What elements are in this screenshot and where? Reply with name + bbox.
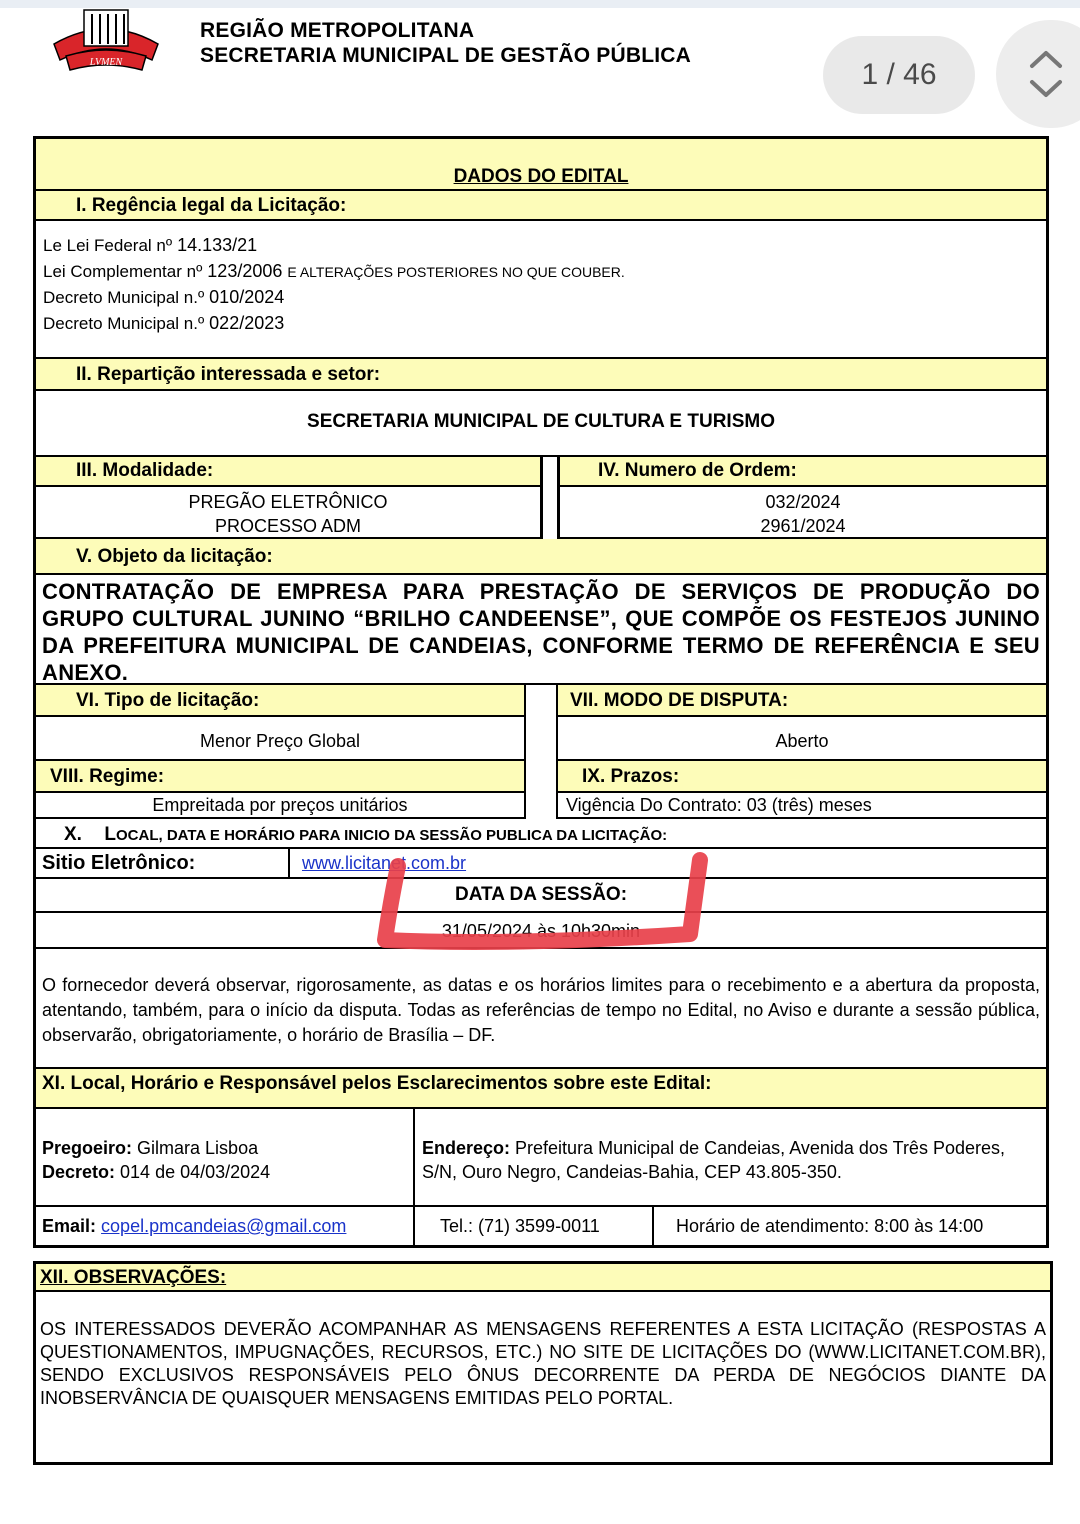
form-title-row [36, 139, 1046, 191]
section-iii-header [36, 457, 540, 487]
section-ix-body [556, 793, 1046, 819]
contact-row [36, 1207, 1046, 1245]
section-xii-heading: XII. OBSERVAÇÕES: [40, 1267, 227, 1288]
document-header [200, 18, 691, 68]
section-ii-body [36, 391, 1046, 457]
section-vii-body [556, 717, 1046, 761]
section-vi-heading: VI. Tipo de licitação: [76, 690, 260, 711]
header-line-1: REGIÃO METROPOLITANA [200, 19, 475, 42]
section-x-header [36, 819, 1046, 849]
pregoeiro-label: Pregoeiro: [42, 1138, 133, 1158]
office-hours: Horário de atendimento: 8:00 às 14:00 [676, 1216, 984, 1236]
section-xi-heading: XI. Local, Horário e Responsável pelos Esclarecimentos sobre este Edital: [42, 1073, 712, 1094]
modality-value: PREGÃO ELETRÔNICO [188, 492, 388, 512]
section-iv-heading: IV. Numero de Ordem: [598, 460, 797, 481]
chevron-down-icon[interactable] [1026, 76, 1066, 102]
section-i-body [36, 221, 1046, 359]
deadline-value: Vigência Do Contrato: 03 (três) meses [566, 795, 872, 815]
page-nav-control[interactable] [996, 20, 1080, 128]
section-viii-heading: VIII. Regime: [50, 766, 165, 787]
pregoeiro-block [42, 1136, 270, 1184]
section-xii-header [36, 1264, 1050, 1292]
section-vii-heading: VII. MODO DE DISPUTA: [570, 690, 789, 711]
section-ix-header [556, 761, 1046, 793]
cell-divider [288, 849, 290, 877]
edital-form [33, 136, 1049, 1248]
section-vi-body [36, 717, 526, 761]
section-vi-header [36, 685, 526, 717]
observations-box [33, 1261, 1053, 1465]
pregoeiro-value: Gilmara Lisboa [132, 1138, 259, 1158]
email-link[interactable]: copel.pmcandeias@gmail.com [101, 1216, 347, 1236]
session-label: DATA DA SESSÃO: [454, 884, 628, 905]
site-link[interactable]: www.licitanet.com.br [302, 853, 467, 873]
decreto-value: 014 de 04/03/2024 [115, 1162, 271, 1182]
cell-divider [413, 1207, 415, 1245]
process-label: PROCESSO ADM [214, 516, 362, 536]
observations-text: OS INTERESSADOS DEVERÃO ACOMPANHAR AS MENSAGENS REFERENTES A ESTA LICITAÇÃO (RESPOSTAS A QUESTIONAMENTOS, IMPUGNAÇÕES, RECURSOS, ETC.) NO SITE DE LICITAÇÕES DO (WWW.LICITANET.COM.BR), SENDO EXCLUSIVOS RESPONSÁVEIS PELO ÔNUS DECORRENTE DA PERDA DE NEGÓCIOS DIANTE DA INOBSERVÂNCIA DE QUAISQUER MENSAGENS EMITIDAS PELO PORTAL. [40, 1319, 1046, 1408]
section-viii-body [36, 793, 526, 819]
section-v-header [36, 539, 1046, 575]
phone-value: Tel.: (71) 3599-0011 [440, 1216, 600, 1236]
section-iv-body [560, 487, 1046, 539]
section-xi-header [36, 1069, 1046, 1109]
bid-type-value: Menor Preço Global [199, 731, 361, 751]
address-block [422, 1136, 1022, 1184]
legal-basis-item: Lei Complementar nº 123/2006 E ALTERAÇÕES POSTERIORES NO QUE COUBER. [43, 261, 625, 281]
red-annotation-mark [360, 850, 740, 980]
chevron-up-icon[interactable] [1026, 46, 1066, 72]
section-i-heading: I. Regência legal da Licitação: [76, 195, 347, 216]
logo-text: LVMEN [89, 57, 123, 68]
notice-text: O fornecedor deverá observar, rigorosamente, as datas e os horários limites para o recebimento e a abertura da proposta, atentando, também, para o início da disputa. Todas as referências de tempo no Edital, no Aviso e durante a sessão pública, observarão, obrigatoriamente, o horário de Brasília – DF. [42, 975, 1040, 1045]
order-number: 032/2024 [765, 492, 841, 512]
form-title: DADOS DO EDITAL [453, 166, 629, 187]
site-label: Sitio Eletrônico: [42, 852, 196, 874]
section-iii-body [36, 487, 540, 539]
cell-divider [413, 1109, 415, 1205]
municipal-logo [48, 8, 164, 74]
section-ii-heading: II. Repartição interessada e setor: [76, 364, 381, 385]
section-i-header [36, 191, 1046, 221]
section-x-heading-initial: L [104, 824, 117, 845]
header-line-2: SECRETARIA MUNICIPAL DE GESTÃO PÚBLICA [200, 44, 692, 67]
regime-value: Empreitada por preços unitários [152, 795, 408, 815]
section-vii-header [556, 685, 1046, 717]
dispute-mode-value: Aberto [775, 731, 829, 751]
section-ii-header [36, 359, 1046, 391]
column-divider [540, 457, 560, 539]
section-viii-header [36, 761, 526, 793]
bid-object: CONTRATAÇÃO DE EMPRESA PARA PRESTAÇÃO DE SERVIÇOS DE PRODUÇÃO DO GRUPO CULTURAL JUNINO “BRILHO CANDEENSE”, QUE COMPÕE OS FESTEJOS JUNINO DA PREFEITURA MUNICIPAL DE CANDEIAS, CONFORME TERMO DE REFERÊNCIA E SEU ANEXO. [42, 579, 1040, 685]
section-v-heading: V. Objeto da licitação: [76, 546, 273, 567]
department-name: SECRETARIA MUNICIPAL DE CULTURA E TURISMO [307, 411, 775, 432]
address-value: Prefeitura Municipal de Candeias, Avenida dos Três Poderes, S/N, Ouro Negro, Candeias-Bahia, CEP 43.805-350. [422, 1138, 1005, 1182]
cell-divider [652, 1207, 654, 1245]
legal-basis-list [43, 233, 625, 337]
top-edge [0, 0, 1080, 8]
page-indicator[interactable]: 1 / 46 [823, 36, 975, 114]
section-ix-heading: IX. Prazos: [582, 766, 680, 787]
address-label: Endereço: [422, 1138, 511, 1158]
section-iii-heading: III. Modalidade: [76, 460, 214, 481]
decreto-label: Decreto: [42, 1162, 116, 1182]
section-x-heading: OCAL, DATA E HORÁRIO PARA INICIO DA SESSÃO PUBLICA DA LICITAÇÃO: [116, 827, 668, 844]
process-number: 2961/2024 [760, 516, 846, 536]
session-datetime: 31/05/2024 às 10h30min [441, 921, 641, 941]
legal-basis-item: Decreto Municipal n.º 022/2023 [43, 313, 285, 333]
section-xi-body [36, 1109, 1046, 1207]
section-iv-header [560, 457, 1046, 487]
email-label: Email: [42, 1216, 97, 1236]
section-v-body [36, 575, 1046, 685]
legal-basis-item: Decreto Municipal n.º 010/2024 [43, 287, 285, 307]
section-x-number: X. [64, 824, 82, 845]
legal-basis-item: Le Lei Federal nº 14.133/21 [43, 235, 258, 255]
